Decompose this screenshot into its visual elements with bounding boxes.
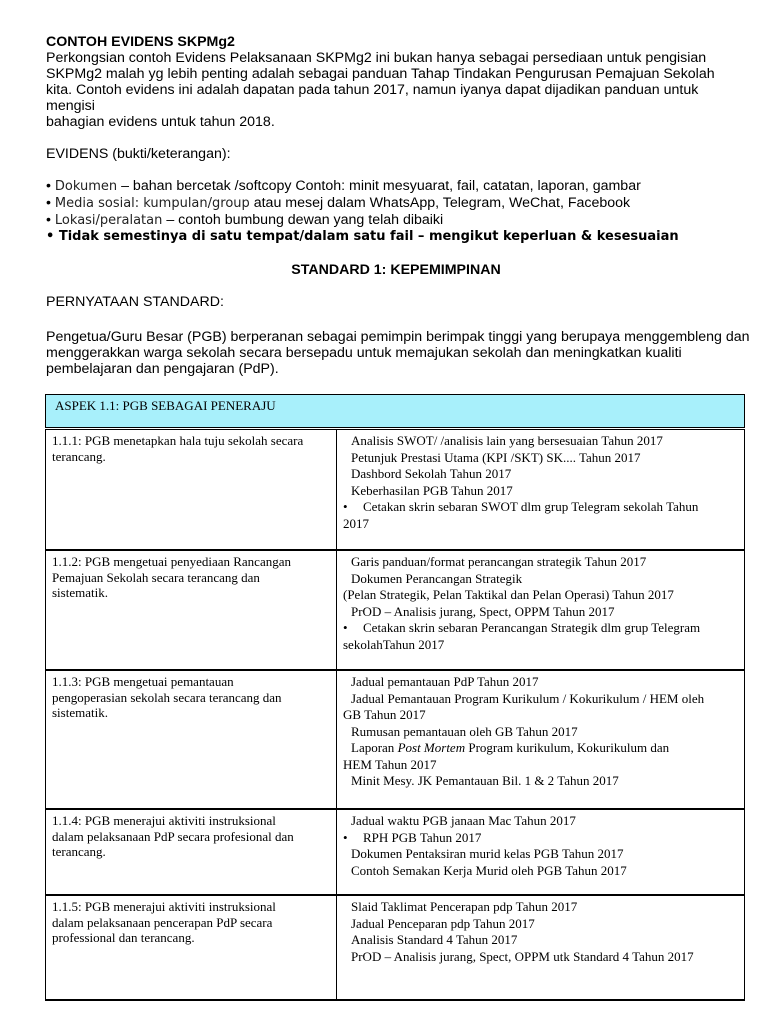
criterion-line: professional dan terancang. <box>52 930 195 945</box>
evidence-item: HEM Tahun 2017 <box>343 756 437 772</box>
evidence-item <box>343 740 743 757</box>
criterion-cell <box>52 899 330 946</box>
evidence-text: RPH PGB Tahun 2017 <box>363 829 482 845</box>
evidence-item: Jadual Penceparan pdp Tahun 2017 <box>351 915 535 931</box>
evidence-item: (Pelan Strategik, Pelan Taktikal dan Pelan Operasi) Tahun 2017 <box>343 587 674 602</box>
criterion-line: 1.1.4: PGB menerajui aktiviti instruksional <box>52 813 276 828</box>
bullet-text: – contoh bumbung dewan yang telah dibaiki <box>162 212 444 228</box>
intro-paragraph <box>46 50 746 130</box>
statement-label: PERNYATAAN STANDARD: <box>46 294 224 310</box>
criterion-cell <box>52 674 330 721</box>
bullet-text: atau mesej dalam WhatsApp, Telegram, WeChat, Facebook <box>249 195 631 211</box>
evidence-item: Dokumen Perancangan Strategik <box>351 570 523 586</box>
evidence-cell <box>343 433 743 532</box>
evidence-item: Jadual pemantauan PdP Tahun 2017 <box>351 674 539 689</box>
evidence-item: Contoh Semakan Kerja Murid oleh PGB Tahun 2017 <box>351 862 627 878</box>
bullet-term: Media sosial: kumpulan/group <box>54 196 250 211</box>
statement-line: menggerakkan warga sekolah secara bersepadu untuk memajukan sekolah dan meningkatkan kualiti <box>46 345 682 361</box>
evidence-item: Jadual Pemantauan Program Kurikulum / Kokurikulum / HEM oleh <box>351 690 705 706</box>
criterion-line: terancang. <box>52 448 106 464</box>
evidens-heading: EVIDENS (bukti/keterangan): <box>46 146 231 162</box>
evidence-cell <box>343 813 743 879</box>
bullet-term: Lokasi/peralatan <box>54 213 163 228</box>
criterion-cell <box>52 433 330 464</box>
evidens-bullet <box>46 195 746 212</box>
evidence-item: Garis panduan/format perancangan strategik Tahun 2017 <box>351 554 647 569</box>
criterion-line: 1.1.3: PGB mengetuai pemantauan <box>52 674 234 689</box>
criterion-line: Pemajuan Sekolah secara terancang dan <box>52 569 260 585</box>
intro-line: Perkongsian contoh Evidens Pelaksanaan SKPMg2 ini bukan hanya sebagai persediaan untuk pengisian <box>46 50 707 66</box>
criterion-line: sistematik. <box>52 705 108 720</box>
document-title: CONTOH EVIDENS SKPMg2 <box>46 34 235 50</box>
evidence-item: Analisis Standard 4 Tahun 2017 <box>351 932 518 947</box>
evidence-text: Program kurikulum, Kokurikulum dan <box>465 740 670 755</box>
evidence-item: 2017 <box>343 515 369 531</box>
bullet-marker: • <box>46 212 55 228</box>
evidence-item: sekolahTahun 2017 <box>343 636 445 652</box>
criterion-line: 1.1.2: PGB mengetuai penyediaan Rancangan <box>52 554 291 569</box>
criterion-line: terancang. <box>52 844 106 859</box>
evidence-italic-text: Post Mortem <box>397 740 466 755</box>
criterion-line: sistematik. <box>52 585 108 600</box>
aspek-label: ASPEK 1.1: PGB SEBAGAI PENERAJU <box>55 398 276 413</box>
evidence-item: GB Tahun 2017 <box>343 707 426 722</box>
evidence-text: Cetakan skrin sebaran Perancangan Strategik dlm grup Telegram <box>363 620 701 635</box>
table-row <box>45 429 745 549</box>
evidence-text: Cetakan skrin sebaran SWOT dlm grup Telegram sekolah Tahun <box>363 499 699 514</box>
criterion-line: dalam pelaksanaan pencerapan PdP secara <box>52 914 273 930</box>
criterion-cell <box>52 813 330 860</box>
bullet-marker: • <box>46 178 55 194</box>
evidens-bold-bullet: • Tidak semestinya di satu tempat/dalam satu fail – mengikut keperluan & kesesuaian <box>46 229 679 244</box>
evidence-item: Keberhasilan PGB Tahun 2017 <box>351 482 513 498</box>
evidence-item: PrOD – Analisis jurang, Spect, OPPM Tahun 2017 <box>351 603 615 619</box>
evidence-item: Jadual waktu PGB janaan Mac Tahun 2017 <box>351 813 576 828</box>
evidence-cell <box>343 554 743 653</box>
evidence-item: Analisis SWOT/ /analisis lain yang bersesuaian Tahun 2017 <box>351 433 663 448</box>
evidence-item: Slaid Taklimat Pencerapan pdp Tahun 2017 <box>351 899 578 914</box>
evidence-cell <box>343 674 743 790</box>
table-row <box>45 808 745 894</box>
bullet-marker: • <box>46 195 55 211</box>
bullet-dot-icon: • <box>343 499 348 514</box>
evidence-item <box>343 499 743 516</box>
criterion-line: 1.1.1: PGB menetapkan hala tuju sekolah secara <box>52 433 304 448</box>
intro-section <box>46 34 746 245</box>
evidence-item: Rumusan pemantauan oleh GB Tahun 2017 <box>351 723 578 739</box>
bullet-text: – bahan bercetak /softcopy Contoh: minit mesyuarat, fail, catatan, laporan, gambar <box>117 178 641 194</box>
bullet-dot-icon: • <box>343 829 348 845</box>
evidens-bullet <box>46 178 746 195</box>
intro-line: kita. Contoh evidens ini adalah dapatan pada tahun 2017, namun iyanya dapat dijadikan panduan untuk mengisi <box>46 82 699 114</box>
statement-line: Pengetua/Guru Besar (PGB) berperanan sebagai pemimpin berimpak tinggi yang berupaya menggembleng dan <box>46 329 750 345</box>
criterion-line: 1.1.5: PGB menerajui aktiviti instruksional <box>52 899 276 914</box>
intro-line: bahagian evidens untuk tahun 2018. <box>46 114 275 130</box>
criterion-line: dalam pelaksanaan PdP secara profesional dan <box>52 828 294 844</box>
statement-text <box>46 329 751 377</box>
evidence-item: Dashbord Sekolah Tahun 2017 <box>351 466 512 481</box>
evidence-item <box>343 830 743 847</box>
evidence-item: Dokumen Pentaksiran murid kelas PGB Tahun 2017 <box>351 846 624 861</box>
criterion-cell <box>52 554 330 601</box>
table-row <box>45 669 745 808</box>
evidence-text: Laporan <box>351 740 398 755</box>
evidence-item <box>343 620 743 637</box>
table-row <box>45 894 745 1001</box>
table-row <box>45 549 745 669</box>
intro-line: SKPMg2 malah yg lebih penting adalah sebagai panduan Tahap Tindakan Pengurusan Pemajuan Sekolah <box>46 66 715 82</box>
bullet-term: Dokumen <box>54 179 118 194</box>
aspek-header <box>45 394 745 428</box>
evidence-table <box>45 429 745 1001</box>
evidence-item: Minit Mesy. JK Pemantauan Bil. 1 & 2 Tahun 2017 <box>351 773 619 788</box>
criterion-line: pengoperasian sekolah secara terancang dan <box>52 689 282 705</box>
evidence-item: PrOD – Analisis jurang, Spect, OPPM utk Standard 4 Tahun 2017 <box>351 948 694 964</box>
evidens-bullet <box>46 212 746 229</box>
standard-title: STANDARD 1: KEPEMIMPINAN <box>291 262 501 278</box>
bullet-dot-icon: • <box>343 620 348 635</box>
statement-line: pembelajaran dan pengajaran (PdP). <box>46 361 279 377</box>
evidence-cell <box>343 899 743 965</box>
evidence-item: Petunjuk Prestasi Utama (KPI /SKT) SK.... Tahun 2017 <box>351 449 641 465</box>
